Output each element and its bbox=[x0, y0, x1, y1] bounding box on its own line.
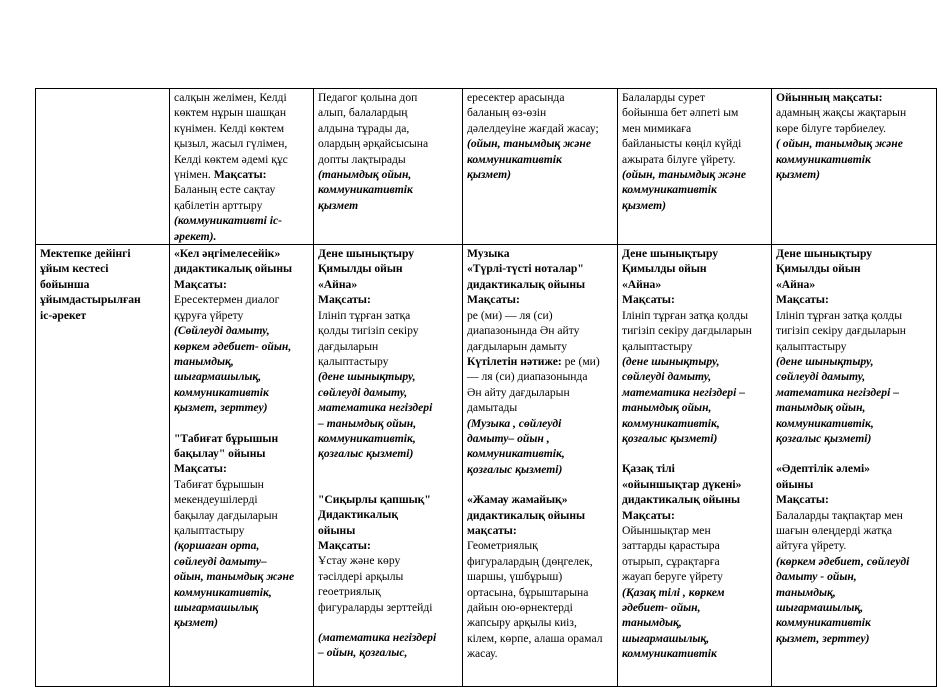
row2-col5-game1-activity: (дене шынықтыру, сөйлеуді дамыту, математика негіздері – танымдық ойын, коммуникативтік, қозғалыс қызметі) bbox=[776, 354, 900, 445]
spacer bbox=[467, 477, 613, 492]
row2-col3-game1-aim-label: Мақсаты: bbox=[467, 293, 520, 307]
row1-col3-activity: (ойын, танымдық және коммуникативтік қызмет) bbox=[467, 137, 591, 182]
row1-col2-text: Педагог қолына доп алып, балалардың алдына тұрады да, олардың әрқайсысына допты лақтырады bbox=[318, 91, 429, 166]
row2-col2-game1-activity: (дене шынықтыру, сөйлеуді дамыту, математика негіздері – танымдық ойын, коммуникативтік, қозғалыс қызметі) bbox=[318, 370, 433, 461]
row2-col4-game1-aim-label: Мақсаты: bbox=[622, 293, 675, 307]
row2-col5-cell bbox=[772, 245, 937, 687]
row1-col3-text: ересектер арасында баланың өз-өзін дәлелдеуіне жағдай жасау; bbox=[467, 91, 599, 135]
row1-col4-activity: (ойын, танымдық және коммуникативтік қызмет) bbox=[622, 168, 746, 212]
row2-col2-game1-aim-label: Мақсаты: bbox=[318, 293, 371, 307]
row2-col3-cell bbox=[463, 245, 618, 687]
row2-col4-game1-aim-text: Ілініп тұрған затқа қолды тигізіп секіру дағдыларын қалыптастыру bbox=[622, 308, 752, 353]
row1-col0-cell bbox=[36, 89, 170, 245]
row2-col3-game1-activity: (Музыка , сөйлеуді дамыту– ойын , коммуникативтік, қозғалыс қызметі) bbox=[467, 416, 565, 476]
spacer bbox=[318, 462, 458, 492]
row1-col1-aim-label: Мақсаты: bbox=[213, 168, 267, 182]
row2-col4-game2-aim-label: Мақсаты: bbox=[622, 508, 675, 522]
row2-col2-game2-aim-text: Ұстау және көру тәсілдері арқылы геоетриялық фигураларды зерттейді bbox=[318, 554, 433, 614]
row1-col3-cell bbox=[463, 89, 618, 245]
table-row bbox=[36, 89, 937, 245]
row1-col2-cell bbox=[314, 89, 463, 245]
row2-col4-game1-activity: (дене шынықтыру, сөйлеуді дамыту, математика негіздері – танымдық ойын, коммуникативтік, қозғалыс қызметі) bbox=[622, 354, 746, 445]
row2-col1-cell bbox=[170, 245, 314, 687]
row1-col4-cell bbox=[618, 89, 772, 245]
spacer bbox=[622, 446, 767, 461]
row1-col5-cell bbox=[772, 89, 937, 245]
row2-col5-game2-title: «Әдептілік әлемі» ойыны bbox=[776, 462, 870, 491]
row2-col5-game2-aim-label: Мақсаты: bbox=[776, 493, 829, 507]
row2-col4-game2-aim-text: Ойыншықтар мен заттарды қарастыра отырып, сұрақтарға жауап беруге үйрету bbox=[622, 523, 723, 584]
row2-col1-game1-activity: (Сөйлеуді дамыту, көркем әдебиет- ойын, танымдық, шығармашылық, коммуникативтік қызмет, зерттеу) bbox=[174, 324, 292, 415]
row2-col1-game1-title: «Кел әңгімелесейік» дидактикалық ойыны bbox=[174, 247, 293, 276]
row1-col1-aim-text: Баланың есте сақтау қабілетін арттыру bbox=[174, 183, 276, 212]
row1-col1-activity: (коммуникативті іс- әрекет). bbox=[174, 214, 282, 243]
row2-col4-game2-activity: (Қазақ тілі , көркем әдебиет- ойын, танымдық, шығармашылық, коммуникативтік bbox=[622, 585, 725, 661]
row2-col5-game1-aim-text: Ілініп тұрған затқа қолды тигізіп секіру дағдыларын қалыптастыру bbox=[776, 308, 906, 353]
spacer bbox=[776, 446, 932, 461]
row2-col3-result-text: ре (ми) — ля (си) диапазонында Ән айту дағдыларын дамытады bbox=[467, 354, 600, 415]
row2-col4-game1-title: Дене шынықтыру Қимылды ойын «Айна» bbox=[622, 247, 719, 291]
row2-col3-game1-title: Музыка «Түрлі-түсті ноталар" дидактикалық ойыны bbox=[467, 247, 586, 291]
row2-col2-game1-aim-text: Ілініп тұрған затқа қолды тигізіп секіру дағдыларын қалыптастыру bbox=[318, 308, 419, 368]
row2-col0-cell bbox=[36, 245, 170, 687]
row1-col5-aim-text: адамның жақсы жақтарын көре білуге тәрбиелеу. bbox=[776, 106, 907, 135]
row2-col3-game1-aim-text: ре (ми) — ля (си) диапазонында Ән айту дағдыларын дамыту bbox=[467, 308, 580, 353]
row2-col1-game1-aim-label: Мақсаты: bbox=[174, 277, 227, 291]
row2-col1-game2-title: "Табиғат бұрышын бақылау" ойыны bbox=[174, 431, 279, 460]
spacer bbox=[318, 615, 458, 630]
table-row bbox=[36, 245, 937, 687]
row2-col3-game2-aim-text: Геометриялық фигуралардың (дөңгелек, шаршы, үшбұрыш) ортасына, бұрыштарына дайын ою-өрнектерді жапсыру арқылы киіз, кілем, көрпе, алаша орамал жасау. bbox=[467, 539, 603, 661]
row2-col1-game2-activity: (қоршаған орта, сөйлеуді дамыту– ойын, танымдық және коммуникативтік, шығармашылық қызмет) bbox=[174, 539, 295, 630]
row2-col3-result-label: Күтілетін нәтиже: bbox=[467, 354, 562, 368]
row2-col5-game1-title: Дене шынықтыру Қимылды ойын «Айна» bbox=[776, 247, 873, 291]
row2-col2-game1-title: Дене шынықтыру Қимылды ойын «Айна» bbox=[318, 247, 415, 291]
row2-col1-game2-aim-text: Табиғат бұрышын мекендеушілерді бақылау дағдыларын қалыптастыру bbox=[174, 477, 278, 537]
row2-col2-game2-title: "Сиқырлы қапшық" Дидактикалық ойыны bbox=[318, 492, 431, 537]
row2-col4-game2-title: Қазақ тілі «ойыншықтар дүкені» дидактикалық ойыны bbox=[622, 462, 742, 507]
row2-col5-game2-aim-text: Балаларды тақпақтар мен шағын өлеңдерді жатқа айтуға үйрету. bbox=[776, 508, 903, 553]
row1-col5-activity: ( ойын, танымдық және коммуникативтік қызмет) bbox=[776, 137, 903, 182]
row1-col4-text: Балаларды сурет бойынша бет әлпеті ым мен мимикаға байланысты көңіл күйді ажырата білуге үйрету. bbox=[622, 91, 742, 166]
row2-label: Мектепке дейінгі ұйым кестесі бойынша ұйымдастырылған іс-әрекет bbox=[40, 247, 141, 322]
row2-col2-game2-aim-label: Мақсаты: bbox=[318, 538, 371, 552]
row1-col1-cell bbox=[170, 89, 314, 245]
row2-col3-game2-title: «Жамау жамайық» дидактикалық ойыны мақсаты: bbox=[467, 493, 586, 537]
row1-col1-text: салқын желімен, Келді көктем нұрын шашқан күнімен. Келді көктем қызыл, жасыл гүлімен, Келді көктем әдемі құс үнімен. bbox=[174, 91, 288, 182]
row2-col2-cell bbox=[314, 245, 463, 687]
row2-col1-game2-aim-label: Мақсаты: bbox=[174, 462, 227, 476]
row2-col1-game1-aim-text: Ересектермен диалог құруға үйрету bbox=[174, 293, 280, 322]
row2-col5-game1-aim-label: Мақсаты: bbox=[776, 293, 829, 307]
row2-col4-cell bbox=[618, 245, 772, 687]
spacer bbox=[174, 416, 309, 431]
row2-col5-game2-activity: (көркем әдебиет, сөйлеуді дамыту - ойын, танымдық, шығармашылық, коммуникативтік қызмет, зерттеу) bbox=[776, 554, 910, 645]
row1-col2-activity: (танымдық ойын, коммуникативтік қызмет bbox=[318, 168, 413, 212]
schedule-table bbox=[35, 88, 937, 687]
row2-col2-game2-activity: (математика негіздері – ойын, қозғалыс, bbox=[318, 631, 437, 660]
row1-col5-aim-label: Ойынның мақсаты: bbox=[776, 91, 883, 104]
